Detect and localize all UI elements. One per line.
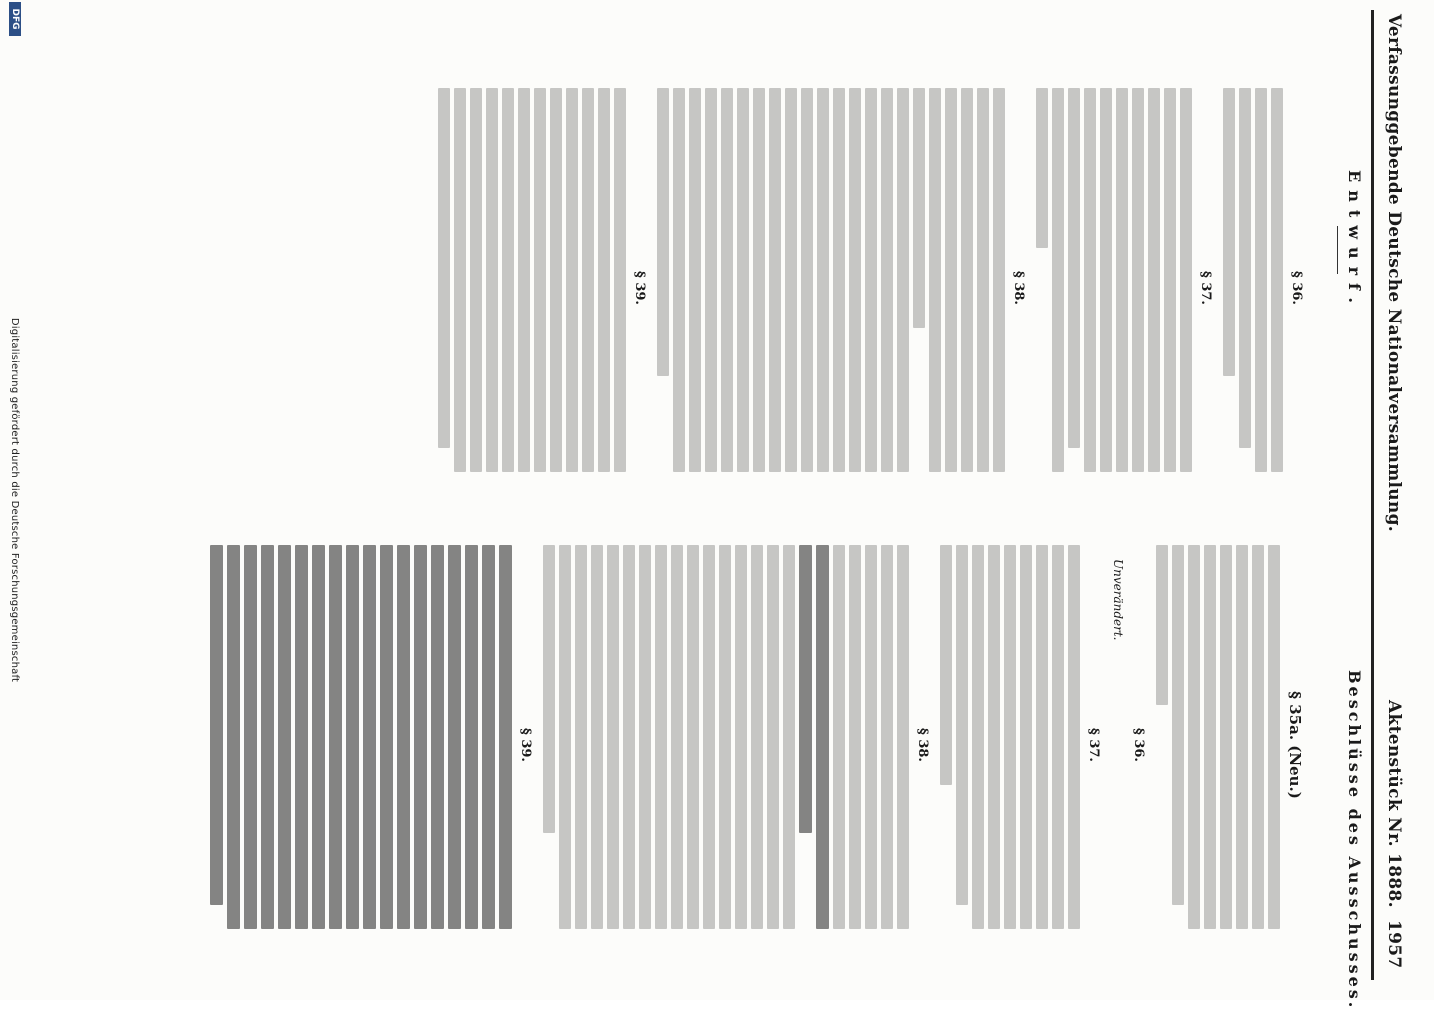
section-heading: § 36.	[1289, 271, 1304, 305]
paragraph-text	[1223, 88, 1283, 488]
unchanged-note: Unverändert.	[1111, 559, 1125, 641]
paragraph-text	[543, 545, 795, 945]
page-number: 1957	[1384, 920, 1404, 969]
paragraph-text	[913, 88, 1005, 488]
left-column	[434, 88, 1314, 488]
section-heading: § 38.	[915, 728, 930, 762]
header-rule	[1371, 10, 1374, 980]
digitization-credit: Digitalisierung gefördert durch die Deutsche Forschungsgemeinschaft	[9, 317, 20, 683]
left-column-heading: Entwurf.	[1345, 170, 1364, 311]
paragraph-text	[657, 88, 909, 488]
heading-rule	[1337, 226, 1338, 274]
dfg-logo: DFG	[9, 2, 21, 36]
document-title: Verfassunggebende Deutsche Nationalversammlung.	[1384, 14, 1404, 532]
right-column-heading: Beschlüsse des Ausschusses.	[1345, 670, 1364, 1010]
section-heading: § 35a. (Neu.)	[1286, 691, 1304, 799]
paragraph-text	[1036, 88, 1192, 488]
document-number: Aktenstück Nr. 1888.	[1384, 700, 1404, 908]
section-heading: § 39.	[518, 728, 533, 762]
paragraph-text	[799, 545, 909, 945]
paragraph-text	[210, 545, 512, 945]
right-column	[206, 545, 1314, 945]
section-heading: § 39.	[632, 271, 647, 305]
paragraph-text	[438, 88, 626, 488]
paragraph-text	[940, 545, 1080, 945]
section-heading: § 36.	[1131, 728, 1146, 762]
section-heading: § 37.	[1198, 271, 1213, 305]
section-heading: § 37.	[1086, 728, 1101, 762]
paragraph-text	[1156, 545, 1280, 945]
section-heading: § 38.	[1011, 271, 1026, 305]
